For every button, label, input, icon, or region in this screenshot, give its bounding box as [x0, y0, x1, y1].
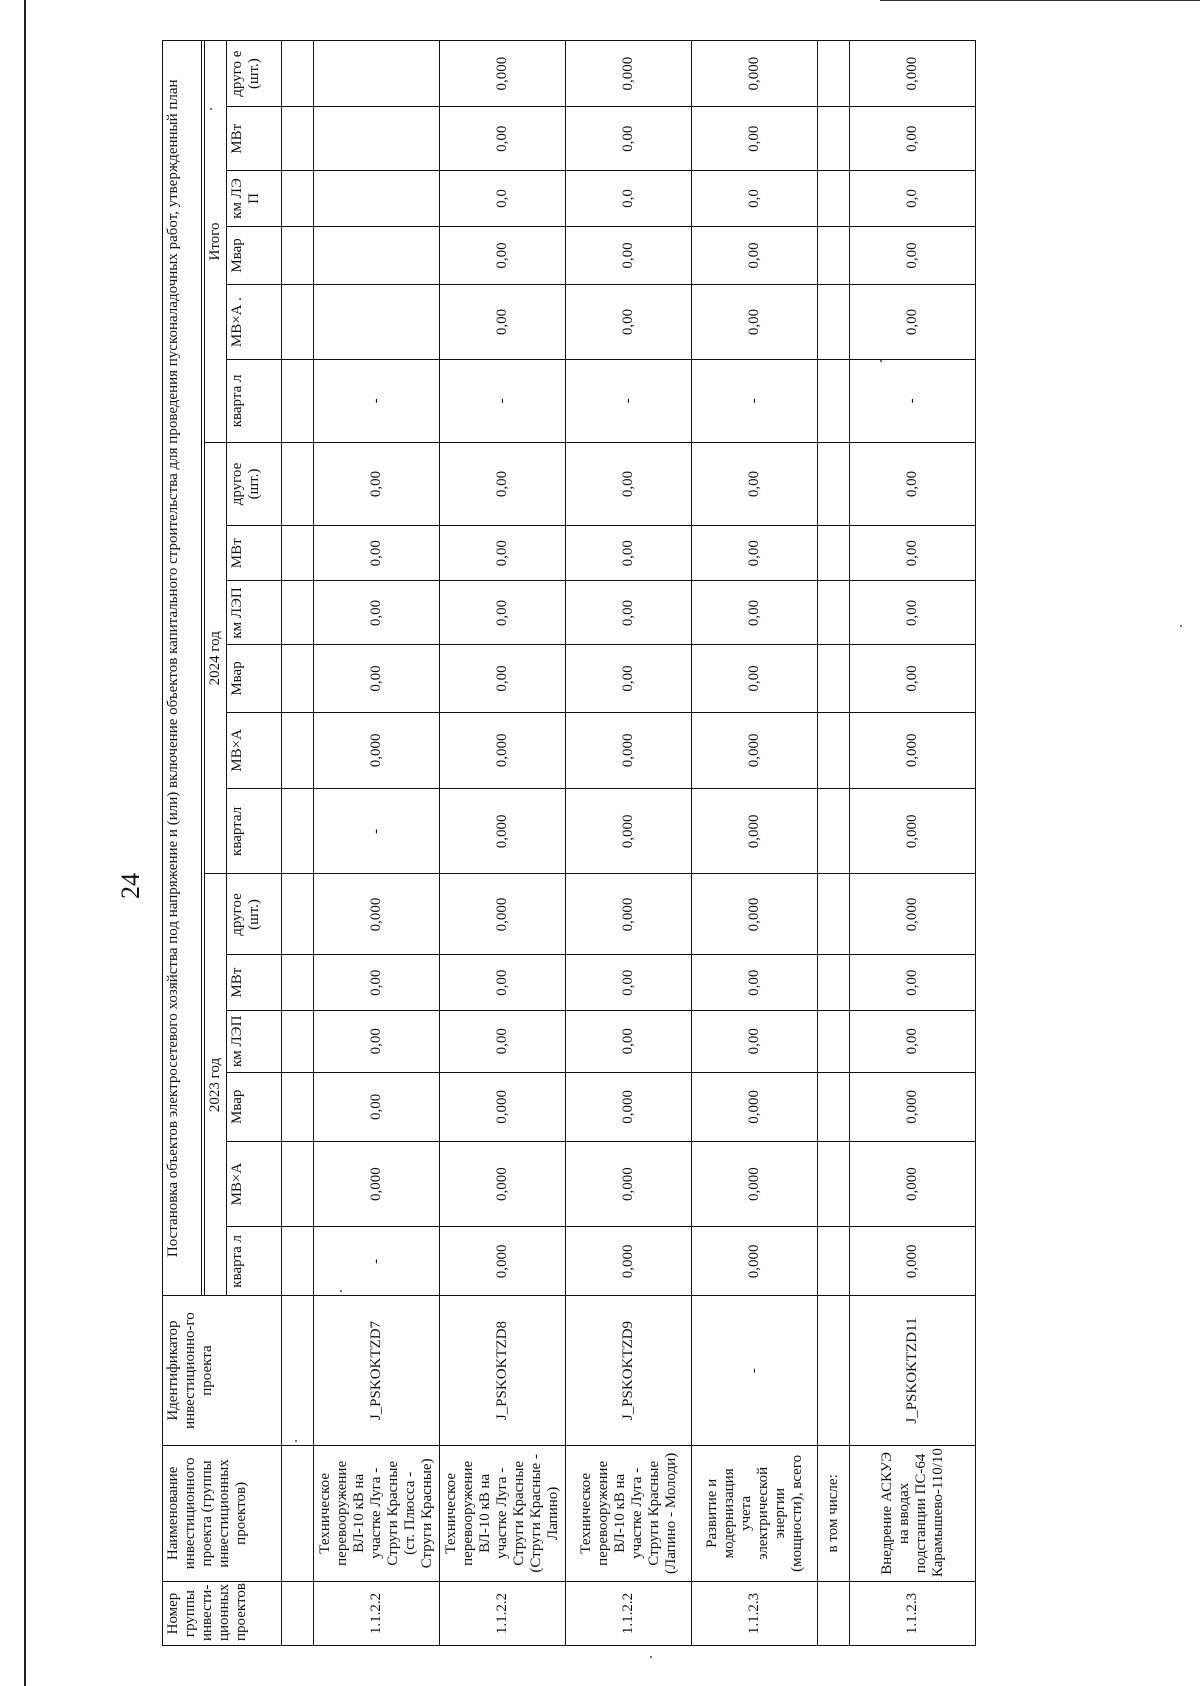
row-project-name: в том числе: [818, 1445, 850, 1581]
table-row [440, 41, 566, 1646]
row-value-cell: 0,000 [692, 1141, 818, 1226]
page-number: 24 [116, 873, 145, 899]
row-value-cell [314, 41, 440, 107]
row-project-identifier [282, 1296, 314, 1445]
row-value-cell: 0,000 [692, 41, 818, 107]
row-value-cell [314, 285, 440, 360]
row-value-cell: 0,00 [440, 285, 566, 360]
row-value-cell [282, 1141, 314, 1226]
table-row [692, 41, 818, 1646]
row-value-cell: 0,000 [850, 1141, 976, 1226]
row-value-cell: 0,00 [440, 526, 566, 581]
row-value-cell: 0,00 [850, 107, 976, 171]
row-value-cell: - [314, 359, 440, 442]
row-value-cell [282, 526, 314, 581]
row-value-cell: - [314, 1227, 440, 1296]
row-value-cell: - [692, 359, 818, 442]
row-value-cell [282, 712, 314, 789]
row-value-cell: 0,00 [314, 526, 440, 581]
header-year-2023: 2023 год [205, 874, 227, 1296]
rotated-table-wrapper [162, 40, 1172, 1646]
row-value-cell: 0,00 [850, 526, 976, 581]
row-value-cell [818, 1072, 850, 1141]
row-value-cell [818, 1141, 850, 1226]
row-value-cell [282, 285, 314, 360]
row-value-cell: 0,000 [850, 1072, 976, 1141]
scan-speck [210, 108, 212, 110]
investment-table [162, 40, 976, 1646]
row-project-identifier: - [692, 1296, 818, 1445]
row-value-cell [818, 442, 850, 525]
row-value-cell: 0,00 [566, 526, 692, 581]
row-value-cell: - [566, 359, 692, 442]
row-value-cell [818, 171, 850, 226]
header-group-number: Номер группы инвести-ционных проектов [163, 1582, 282, 1646]
row-value-cell: 0,000 [440, 1141, 566, 1226]
row-value-cell: 0,000 [692, 874, 818, 955]
row-value-cell: 0,000 [850, 874, 976, 955]
row-value-cell [818, 581, 850, 645]
row-project-name [282, 1445, 314, 1581]
row-value-cell: 0,00 [440, 107, 566, 171]
header-unit-y2024-5: другое (шт.) [227, 442, 282, 525]
row-value-cell [282, 581, 314, 645]
header-project-identifier: Идентификатор инвестиционно-го проекта [163, 1296, 282, 1445]
row-value-cell: 0,00 [850, 442, 976, 525]
row-value-cell: 0,00 [314, 1072, 440, 1141]
row-value-cell [282, 226, 314, 285]
row-project-identifier: J_PSKOKTZD9 [566, 1296, 692, 1445]
row-value-cell [818, 359, 850, 442]
row-value-cell: 0,00 [692, 1010, 818, 1072]
row-value-cell: 0,000 [566, 41, 692, 107]
row-value-cell: 0,00 [440, 955, 566, 1010]
row-value-cell [818, 789, 850, 874]
row-value-cell: 0,000 [566, 1072, 692, 1141]
row-group-number: 1.1.2.2 [566, 1582, 692, 1646]
row-value-cell: 0,000 [440, 1072, 566, 1141]
scan-speck [340, 1290, 342, 1292]
row-project-name: Техническое перевооружение ВЛ-10 кВ на участке Луга - Струги Красные (Лапино - Молоди) [566, 1445, 692, 1581]
scan-speck [295, 1440, 297, 1442]
row-value-cell: 0,0 [566, 171, 692, 226]
row-value-cell: 0,000 [692, 1227, 818, 1296]
row-value-cell [282, 1227, 314, 1296]
row-value-cell: 0,0 [850, 171, 976, 226]
header-unit-total-5: друго е (шт.) [227, 41, 282, 107]
row-value-cell: 0,00 [566, 1010, 692, 1072]
scan-speck [1180, 625, 1182, 627]
table-row [850, 41, 976, 1646]
row-value-cell: 0,00 [440, 226, 566, 285]
row-value-cell: 0,00 [566, 955, 692, 1010]
row-group-number: 1.1.2.3 [850, 1582, 976, 1646]
header-unit-y2024-1: МВ×А [227, 712, 282, 789]
row-value-cell [282, 789, 314, 874]
row-value-cell: 0,000 [314, 712, 440, 789]
row-value-cell [818, 226, 850, 285]
row-value-cell: 0,00 [850, 226, 976, 285]
row-value-cell: 0,0 [440, 171, 566, 226]
row-project-identifier: J_PSKOKTZD11 [850, 1296, 976, 1445]
scan-edge-left [24, 0, 26, 1686]
row-value-cell [818, 41, 850, 107]
row-value-cell: 0,00 [314, 442, 440, 525]
row-value-cell: 0,00 [314, 645, 440, 712]
row-group-number: 1.1.2.2 [440, 1582, 566, 1646]
row-value-cell: 0,00 [314, 581, 440, 645]
row-value-cell: 0,00 [566, 645, 692, 712]
row-value-cell: 0,00 [566, 226, 692, 285]
row-value-cell [818, 526, 850, 581]
row-value-cell: 0,000 [850, 1227, 976, 1296]
row-value-cell: 0,00 [566, 442, 692, 525]
header-project-name: Наименование инвестиционного проекта (группы инвестиционных проектов) [163, 1445, 282, 1581]
row-project-name: Развитие и модернизация учета электрической энергии (мощности), всего [692, 1445, 818, 1581]
row-value-cell: 0,00 [566, 285, 692, 360]
header-unit-total-3: км ЛЭ П [227, 171, 282, 226]
row-value-cell: 0,00 [440, 442, 566, 525]
row-value-cell: 0,000 [566, 712, 692, 789]
header-unit-total-2: Мвар [227, 226, 282, 285]
row-value-cell [282, 107, 314, 171]
header-unit-total-0: кварта л [227, 359, 282, 442]
row-value-cell: 0,00 [314, 955, 440, 1010]
table-row [818, 41, 850, 1646]
header-unit-total-4: МВт [227, 107, 282, 171]
row-group-number: 1.1.2.2 [314, 1582, 440, 1646]
header-unit-y2023-1: МВ×А [227, 1141, 282, 1226]
row-value-cell: 0,00 [566, 107, 692, 171]
row-value-cell [818, 645, 850, 712]
row-value-cell: - [314, 789, 440, 874]
row-value-cell: 0,000 [314, 874, 440, 955]
row-value-cell [818, 1227, 850, 1296]
table-row [282, 41, 314, 1646]
header-unit-y2023-0: кварта л [227, 1227, 282, 1296]
row-group-number [282, 1582, 314, 1646]
header-main-title: Постановка объектов электросетевого хозяйства под напряжение и (или) включение объектов капитального строительства для проведения пусконаладочных работ, утвержденный план [163, 41, 202, 1296]
row-project-name: Техническое перевооружение ВЛ-10 кВ на участке Луга - Струги Красные (ст. Плюсса - Струги Красные) [314, 1445, 440, 1581]
row-value-cell [282, 874, 314, 955]
row-value-cell: 0,00 [314, 1010, 440, 1072]
row-value-cell: 0,00 [692, 285, 818, 360]
table-body [282, 41, 976, 1646]
row-value-cell [818, 712, 850, 789]
row-value-cell: 0,00 [850, 581, 976, 645]
row-value-cell: 0,000 [440, 789, 566, 874]
row-group-number: 1.1.2.3 [692, 1582, 818, 1646]
row-value-cell: 0,00 [440, 645, 566, 712]
row-value-cell: 0,000 [440, 1227, 566, 1296]
row-value-cell: 0,000 [440, 712, 566, 789]
row-value-cell [282, 41, 314, 107]
row-value-cell: 0,000 [850, 789, 976, 874]
row-value-cell [282, 1010, 314, 1072]
row-value-cell: 0,00 [692, 955, 818, 1010]
header-unit-y2023-4: МВт [227, 955, 282, 1010]
row-value-cell: 0,00 [692, 226, 818, 285]
header-unit-y2024-4: МВт [227, 526, 282, 581]
row-value-cell [282, 171, 314, 226]
row-value-cell [314, 226, 440, 285]
row-project-name: Техническое перевооружение ВЛ-10 кВ на участке Луга - Струги Красные (Струги Красные - Лапино) [440, 1445, 566, 1581]
row-value-cell [314, 107, 440, 171]
table-row [566, 41, 692, 1646]
row-value-cell: 0,000 [566, 1141, 692, 1226]
row-value-cell: 0,000 [440, 41, 566, 107]
header-total: Итого [205, 41, 227, 443]
header-unit-y2023-3: км ЛЭП [227, 1010, 282, 1072]
row-value-cell [818, 285, 850, 360]
row-value-cell [818, 1010, 850, 1072]
row-value-cell: 0,000 [692, 712, 818, 789]
row-value-cell [282, 359, 314, 442]
row-value-cell: 0,000 [440, 874, 566, 955]
row-value-cell: 0,00 [692, 645, 818, 712]
row-project-name: Внедрение АСКУЭ на вводах подстанции ПС-64 Карамышево-110/10 [850, 1445, 976, 1581]
row-value-cell: 0,00 [692, 526, 818, 581]
row-value-cell: 0,000 [692, 789, 818, 874]
row-value-cell: 0,000 [566, 789, 692, 874]
row-value-cell [282, 442, 314, 525]
row-value-cell: 0,00 [692, 107, 818, 171]
header-year-2024: 2024 год [205, 442, 227, 874]
row-value-cell: 0,00 [440, 581, 566, 645]
scan-speck [650, 1656, 652, 1658]
row-group-number [818, 1582, 850, 1646]
row-value-cell [314, 171, 440, 226]
scan-edge-top [880, 0, 1200, 1]
row-value-cell: 0,0 [692, 171, 818, 226]
row-value-cell: 0,00 [850, 955, 976, 1010]
row-project-identifier: J_PSKOKTZD7 [314, 1296, 440, 1445]
row-value-cell: 0,00 [440, 1010, 566, 1072]
row-value-cell: 0,000 [850, 712, 976, 789]
row-value-cell: 0,000 [692, 1072, 818, 1141]
row-value-cell: - [850, 359, 976, 442]
row-value-cell: 0,000 [566, 1227, 692, 1296]
row-value-cell [818, 874, 850, 955]
row-value-cell [818, 107, 850, 171]
row-value-cell: 0,000 [850, 41, 976, 107]
row-value-cell [818, 955, 850, 1010]
row-value-cell: 0,000 [566, 874, 692, 955]
row-value-cell: 0,00 [850, 1010, 976, 1072]
row-project-identifier [818, 1296, 850, 1445]
row-value-cell: 0,00 [692, 442, 818, 525]
row-value-cell: 0,00 [566, 581, 692, 645]
row-project-identifier: J_PSKOKTZD8 [440, 1296, 566, 1445]
header-unit-y2024-2: Мвар [227, 645, 282, 712]
row-value-cell: 0,00 [850, 645, 976, 712]
row-value-cell: 0,00 [850, 285, 976, 360]
scan-speck [880, 360, 882, 362]
header-unit-total-1: МВ×А . [227, 285, 282, 360]
header-unit-y2023-2: Мвар [227, 1072, 282, 1141]
row-value-cell: 0,00 [692, 581, 818, 645]
row-value-cell [282, 645, 314, 712]
row-value-cell: - [440, 359, 566, 442]
header-unit-y2024-3: км ЛЭП [227, 581, 282, 645]
table-row [314, 41, 440, 1646]
header-unit-y2023-5: другое (шт.) [227, 874, 282, 955]
row-value-cell: 0,000 [314, 1141, 440, 1226]
row-value-cell [282, 955, 314, 1010]
header-unit-y2024-0: квартал [227, 789, 282, 874]
row-value-cell [282, 1072, 314, 1141]
